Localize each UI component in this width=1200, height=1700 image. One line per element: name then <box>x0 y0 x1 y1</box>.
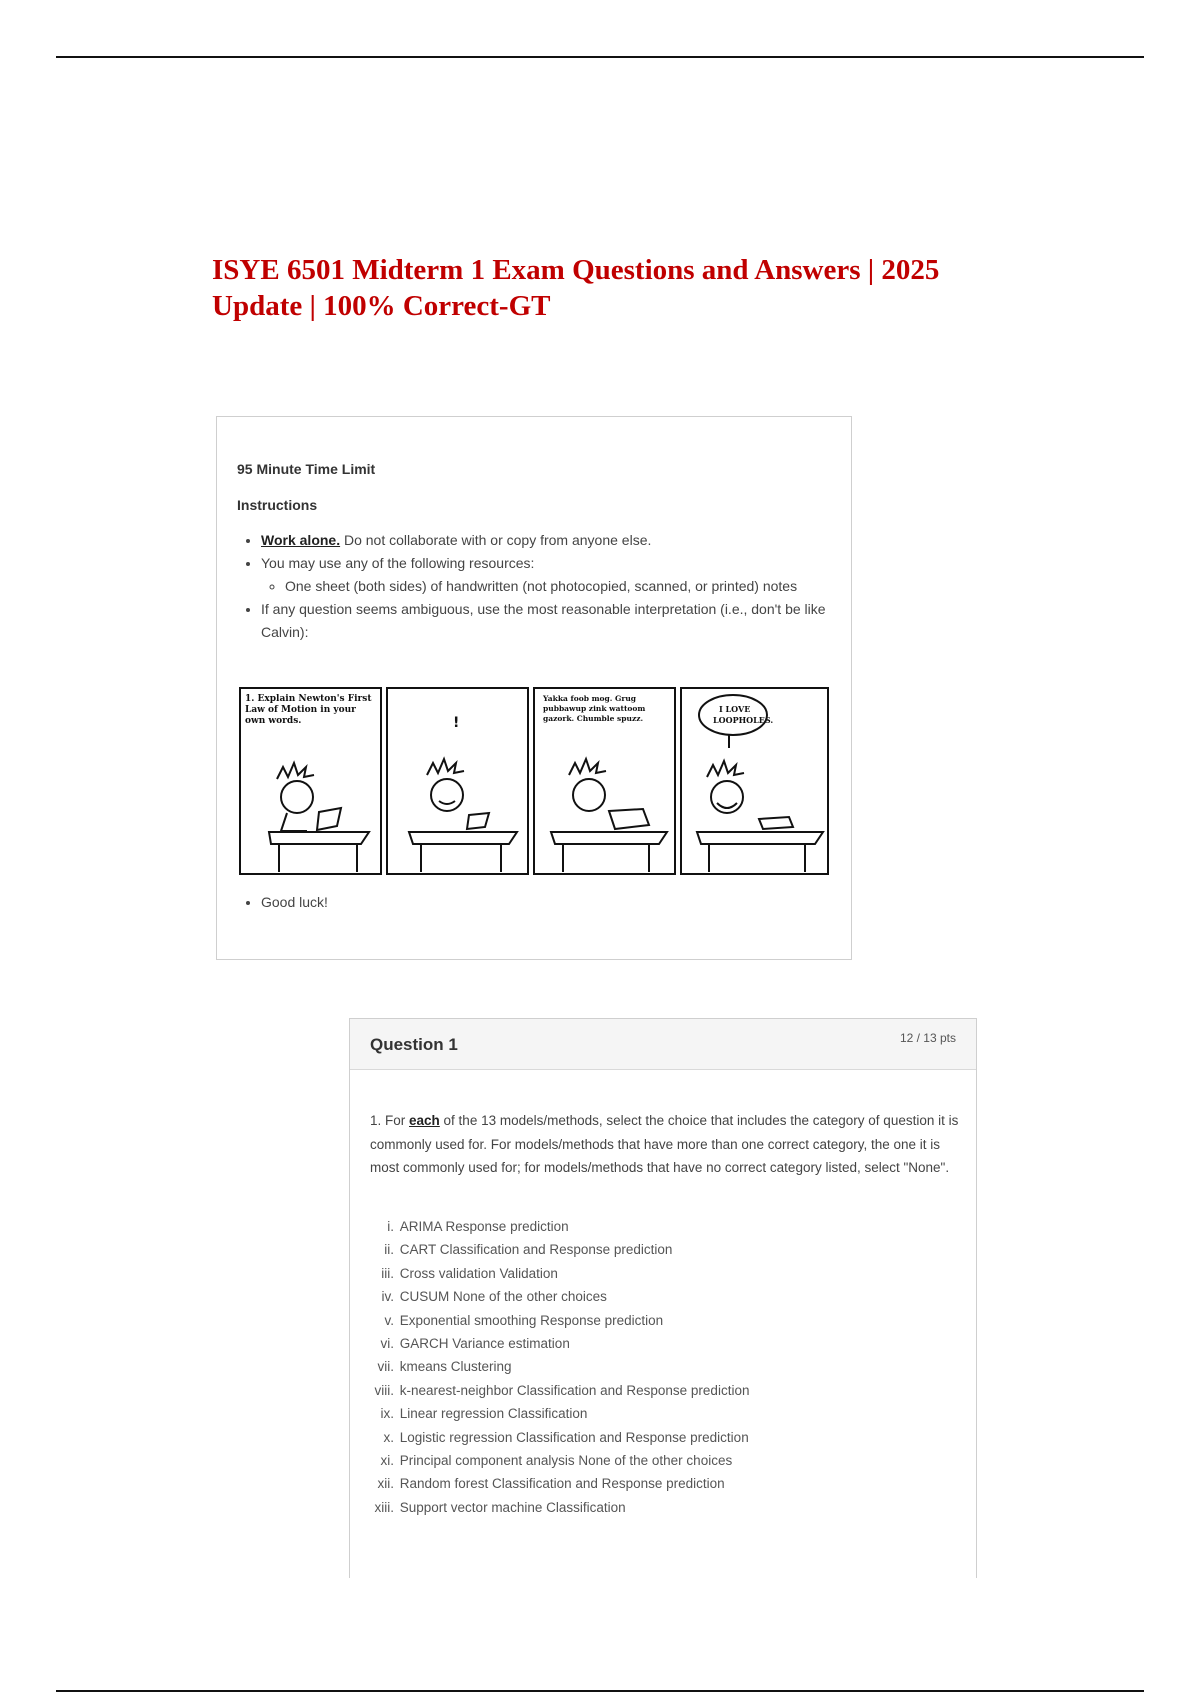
answer-item <box>370 1426 950 1449</box>
good-luck-item: • Good luck! <box>261 891 328 914</box>
resources-label: You may use any of the following resources: <box>261 555 535 571</box>
answer-item <box>370 1355 950 1378</box>
work-alone-text: Do not collaborate with or copy from anyone else. <box>340 532 652 548</box>
answer-text: Support vector machine Classification <box>399 1499 626 1515</box>
answer-text: CART Classification and Response prediction <box>399 1242 673 1258</box>
good-luck-list <box>237 891 328 914</box>
resource-item: ◦ One sheet (both sides) of handwritten (not photocopied, scanned, or printed) notes <box>285 575 851 598</box>
question-text <box>370 1109 960 1180</box>
answer-number: x. <box>383 1429 394 1445</box>
answer-text: Exponential smoothing Response prediction <box>399 1312 664 1328</box>
answer-number: xi. <box>380 1453 394 1469</box>
answer-item <box>370 1496 950 1519</box>
answer-item <box>370 1238 950 1261</box>
answer-number: viii. <box>374 1382 394 1398</box>
comic-panel4-bubble: I LOVE LOOPHOLES. <box>713 704 774 725</box>
comic-panel3-caption: Yakka foob mog. Grug pubbawup zink wattoom gazork. Chumble spuzz. <box>543 694 646 723</box>
answer-item <box>370 1402 950 1425</box>
question-title: Question 1 <box>370 1035 458 1054</box>
calvin-figure-3 <box>551 759 667 872</box>
answer-number: iv. <box>381 1289 394 1305</box>
question-header <box>350 1019 976 1070</box>
answer-text: Logistic regression Classification and Response prediction <box>399 1429 749 1445</box>
answer-number: xii. <box>377 1476 394 1492</box>
instructions-card <box>216 416 852 960</box>
answer-text: Random forest Classification and Response prediction <box>399 1476 725 1492</box>
answer-item <box>370 1309 950 1332</box>
answer-item <box>370 1472 950 1495</box>
answer-number: v. <box>384 1312 394 1328</box>
comic-panel2-exclaim: ! <box>453 715 460 731</box>
answer-text: CUSUM None of the other choices <box>399 1289 607 1305</box>
question-card <box>349 1018 977 1578</box>
question-text-prefix: 1. For <box>370 1113 410 1128</box>
instructions-heading: Instructions <box>237 497 318 513</box>
list-item <box>261 529 851 552</box>
document-title: ISYE 6501 Midterm 1 Exam Questions and Answers | 2025 Update | 100% Correct-GT <box>212 254 940 322</box>
answer-item <box>370 1285 950 1308</box>
comic-panel1-caption: 1. Explain Newton's First Law of Motion in your own words. <box>245 694 372 726</box>
calvin-figure-2 <box>409 759 517 872</box>
answer-text: Principal component analysis None of the other choices <box>399 1453 733 1469</box>
answer-item <box>370 1262 950 1285</box>
calvin-comic-strip <box>239 687 829 877</box>
answer-item <box>370 1215 950 1238</box>
answer-number: vi. <box>380 1336 394 1352</box>
answer-text: Linear regression Classification <box>399 1406 588 1422</box>
answer-item <box>370 1449 950 1472</box>
answer-list <box>370 1215 950 1519</box>
calvin-figure-1 <box>269 763 369 872</box>
list-item: • If any question seems ambiguous, use the most reasonable interpretation (i.e., don't be like Calvin): <box>261 598 851 644</box>
resources-sublist <box>261 575 851 598</box>
instructions-list <box>237 529 851 644</box>
answer-number: ii. <box>384 1242 394 1258</box>
answer-item <box>370 1379 950 1402</box>
question-text-body: of the 13 models/methods, select the choice that includes the category of question it is commonly used for. For models/methods that have more than one correct category, the one it is most commonly used for; for models/methods that have no correct category listed, select "None". <box>370 1113 959 1175</box>
bottom-rule <box>56 1690 1144 1692</box>
answer-item <box>370 1332 950 1355</box>
question-points: 12 / 13 pts <box>899 1031 956 1045</box>
top-rule <box>56 56 1144 58</box>
answer-number: vii. <box>377 1359 394 1375</box>
answer-number: iii. <box>381 1265 394 1281</box>
work-alone-label: Work alone. <box>261 532 341 548</box>
answer-number: xiii. <box>374 1499 394 1515</box>
answer-text: GARCH Variance estimation <box>399 1336 570 1352</box>
answer-text: k-nearest-neighbor Classification and Response prediction <box>399 1382 750 1398</box>
answer-text: ARIMA Response prediction <box>399 1219 569 1234</box>
answer-text: kmeans Clustering <box>399 1359 512 1375</box>
answer-number: ix. <box>380 1406 394 1422</box>
question-text-each: each <box>409 1113 440 1128</box>
time-limit: 95 Minute Time Limit <box>237 461 376 477</box>
answer-number: i. <box>387 1219 394 1234</box>
calvin-figure-4 <box>697 761 823 872</box>
list-item <box>261 552 851 598</box>
answer-text: Cross validation Validation <box>399 1265 558 1281</box>
